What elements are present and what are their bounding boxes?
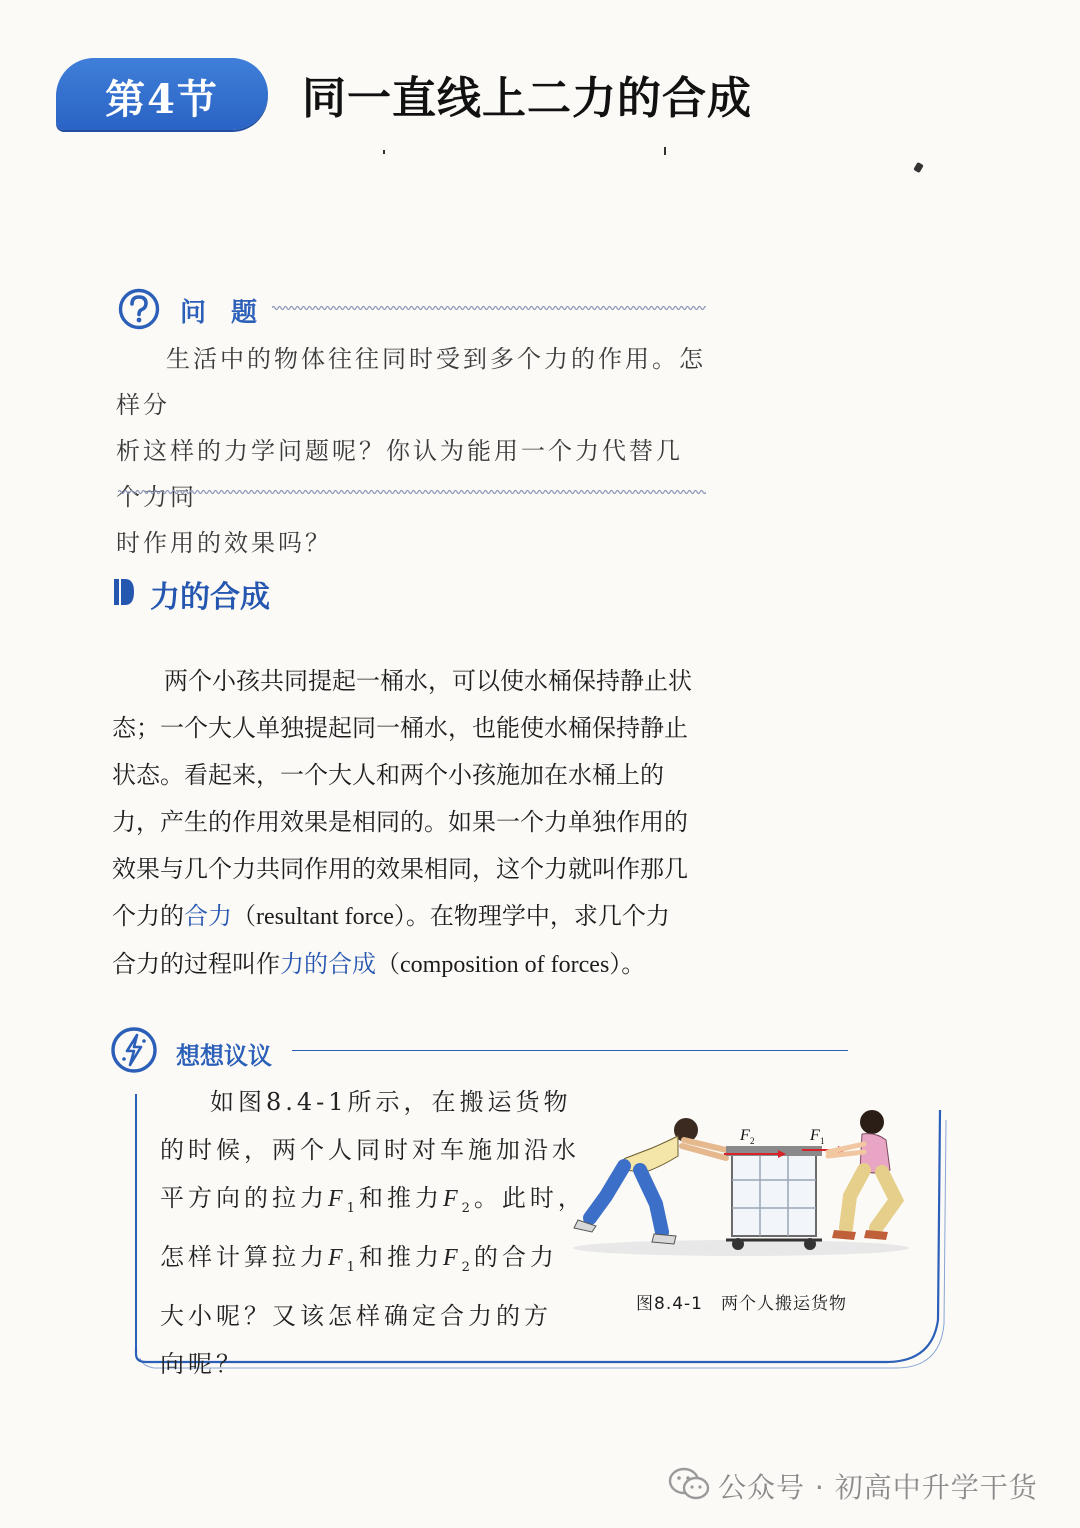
paragraph-line: 效果与几个力共同作用的效果相同，这个力就叫作那几: [112, 855, 688, 883]
text: 。此时，: [473, 1184, 586, 1212]
main-paragraph: [112, 658, 712, 989]
paragraph-line: 态；一个大人单独提起同一桶水，也能使水桶保持静止: [112, 714, 688, 742]
subscript: 1: [346, 1200, 359, 1216]
print-speck: [383, 150, 385, 154]
subscript: 2: [461, 1259, 474, 1275]
wechat-logo-icon: [668, 1466, 710, 1502]
print-speck: [664, 147, 666, 155]
paragraph-line: 状态。看起来，一个大人和两个小孩施加在水桶上的: [112, 761, 664, 789]
girl-figure: [828, 1110, 896, 1240]
label-f2-sub: 2: [750, 1136, 755, 1146]
text: 合力的过程叫作: [112, 950, 280, 978]
problem-line: 生活中的物体往往同时受到多个力的作用。怎样分: [116, 345, 706, 419]
subscript: 2: [461, 1200, 474, 1216]
subscript: 1: [346, 1259, 359, 1275]
text: （resultant force）。在物理学中，求几个力: [232, 904, 670, 930]
problem-line: 时作用的效果吗？: [116, 529, 332, 557]
text: 的合力: [473, 1242, 558, 1271]
discuss-line: 大小呢？又该怎样确定合力的方: [160, 1301, 552, 1330]
paragraph-line: [112, 941, 712, 989]
boy-figure: [574, 1118, 726, 1244]
discuss-rule: [292, 1050, 848, 1051]
paragraph-line: [112, 893, 712, 941]
discuss-line: [160, 1233, 558, 1292]
text: 和推力: [358, 1184, 443, 1212]
problem-bottom-rule: [118, 488, 706, 496]
heading: 力的合成: [150, 580, 270, 615]
text: 平方向的拉力: [160, 1184, 328, 1212]
problem-text: [116, 336, 708, 566]
discuss-line: 向呢？: [160, 1349, 244, 1378]
discuss-text: [160, 1078, 586, 1388]
problem-line: 析这样的力学问题呢？你认为能用一个力代替几个力同: [116, 437, 683, 511]
heading-marker-icon: [114, 579, 134, 605]
figure-cart-illustration: [566, 1100, 916, 1260]
label-f1: F: [810, 1127, 820, 1144]
term-composition-of-forces: 力的合成: [280, 950, 376, 978]
watermark-text: 公众号 · 初高中升学干货: [718, 1471, 1038, 1504]
discuss-line: [160, 1174, 586, 1233]
cart: [726, 1146, 822, 1250]
paragraph-line: 力，产生的作用效果是相同的。如果一个力单独作用的: [112, 808, 688, 836]
section-title: 同一直线上二力的合成: [302, 73, 752, 124]
symbol-f: F: [442, 1244, 462, 1271]
problem-top-rule: [272, 304, 706, 312]
lightning-bulb-icon: [110, 1026, 158, 1074]
text: 个力的: [112, 902, 184, 930]
symbol-f: F: [328, 1186, 347, 1212]
symbol-f: F: [328, 1244, 347, 1271]
label-f2: F: [740, 1127, 750, 1144]
discuss-label: 想想议议: [176, 1042, 272, 1070]
label-f1-sub: 1: [820, 1136, 825, 1146]
text: （composition of forces）。: [376, 952, 646, 978]
section-number: 第4节: [105, 76, 219, 123]
discuss-line: 的时候，两个人同时对车施加沿水: [160, 1136, 580, 1164]
text: 和推力: [358, 1242, 443, 1271]
term-resultant-force: 合力: [184, 902, 232, 930]
discuss-line: 如图8.4-1所示，在搬运货物: [210, 1088, 572, 1116]
symbol-f: F: [442, 1186, 462, 1212]
text: 怎样计算拉力: [160, 1242, 328, 1271]
print-speck: [913, 162, 924, 173]
section-tab: [56, 58, 268, 130]
figure-caption: 图8.4-1 两个人搬运货物: [636, 1294, 847, 1314]
problem-label: 问 题: [180, 298, 266, 328]
paragraph-line: 两个小孩共同提起一桶水，可以使水桶保持静止状: [164, 667, 692, 695]
question-icon: [118, 288, 160, 330]
